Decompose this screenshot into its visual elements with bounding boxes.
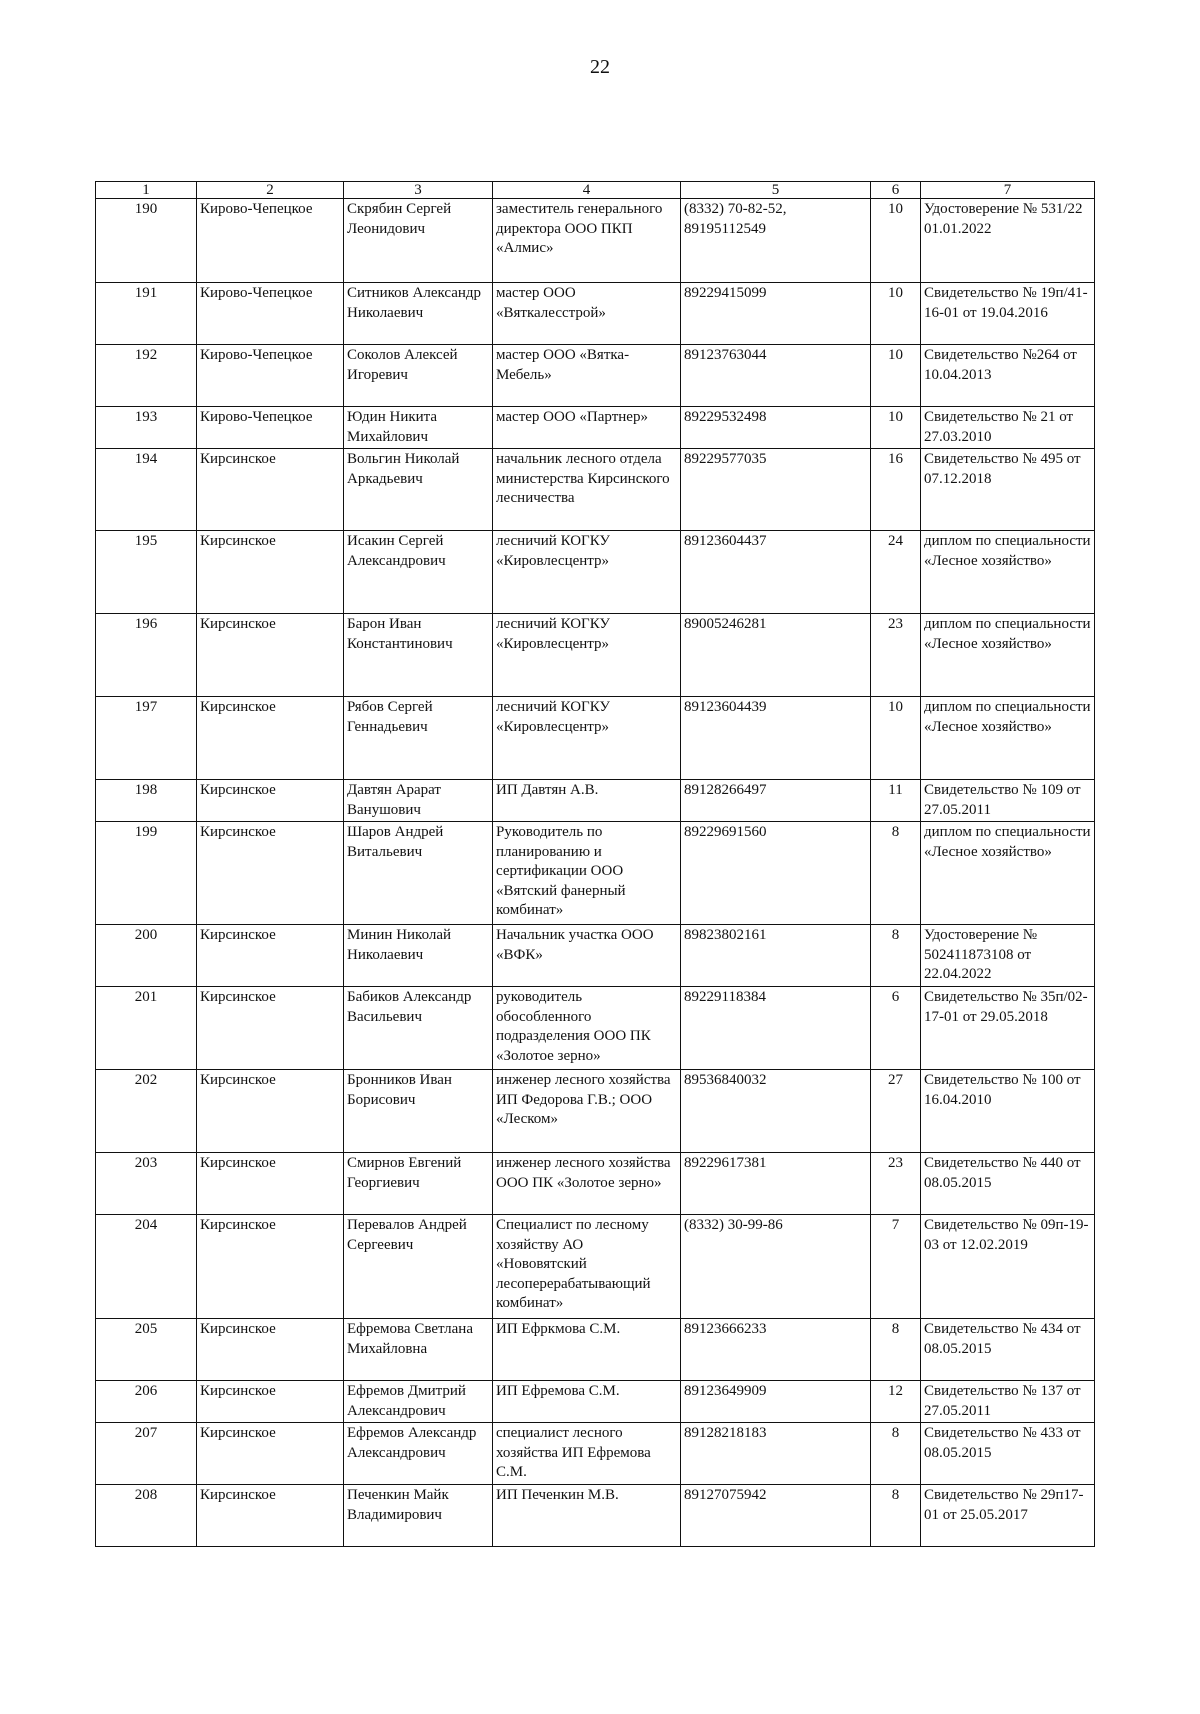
name-cell: Печенкин Майк Владимирович — [344, 1485, 493, 1547]
position-cell: мастер ООО «Вяткалесстрой» — [493, 283, 681, 345]
row-number: 196 — [96, 614, 197, 697]
experience-cell: 10 — [871, 199, 921, 283]
table-row — [96, 1485, 1095, 1547]
table-row — [96, 1423, 1095, 1485]
table-row — [96, 780, 1095, 822]
document-cell: Свидетельство № 495 от 07.12.2018 — [921, 449, 1095, 531]
district-cell: Кирсинское — [197, 1070, 344, 1153]
district-cell: Кирсинское — [197, 614, 344, 697]
phone-cell: (8332) 70-82-52, 89195112549 — [681, 199, 871, 283]
col-header-1: 1 — [96, 182, 197, 199]
experience-cell: 12 — [871, 1381, 921, 1423]
name-cell: Исакин Сергей Александрович — [344, 531, 493, 614]
col-header-3: 3 — [344, 182, 493, 199]
table-row — [96, 1381, 1095, 1423]
district-cell: Кирсинское — [197, 531, 344, 614]
experience-cell: 8 — [871, 822, 921, 925]
experience-cell: 24 — [871, 531, 921, 614]
table-row — [96, 283, 1095, 345]
district-cell: Кирово-Чепецкое — [197, 283, 344, 345]
phone-cell: 89229532498 — [681, 407, 871, 449]
phone-cell: 89128266497 — [681, 780, 871, 822]
phone-cell: 89123649909 — [681, 1381, 871, 1423]
phone-cell: 89123666233 — [681, 1319, 871, 1381]
name-cell: Вольгин Николай Аркадьевич — [344, 449, 493, 531]
phone-cell: 89127075942 — [681, 1485, 871, 1547]
table-row — [96, 1215, 1095, 1319]
district-cell: Кирсинское — [197, 1485, 344, 1547]
document-cell: Свидетельство № 09п-19-03 от 12.02.2019 — [921, 1215, 1095, 1319]
phone-cell: (8332) 30-99-86 — [681, 1215, 871, 1319]
table-row — [96, 531, 1095, 614]
district-cell: Кирсинское — [197, 1153, 344, 1215]
position-cell: руководитель обособленного подразделения ООО ПК «Золотое зерно» — [493, 987, 681, 1070]
experience-cell: 8 — [871, 1485, 921, 1547]
table-row — [96, 345, 1095, 407]
col-header-6: 6 — [871, 182, 921, 199]
district-cell: Кирсинское — [197, 987, 344, 1070]
row-number: 197 — [96, 697, 197, 780]
document-cell: Свидетельство № 109 от 27.05.2011 — [921, 780, 1095, 822]
table-row — [96, 1070, 1095, 1153]
name-cell: Давтян Арарат Ванушович — [344, 780, 493, 822]
experience-cell: 10 — [871, 407, 921, 449]
name-cell: Бабиков Александр Васильевич — [344, 987, 493, 1070]
name-cell: Перевалов Андрей Сергеевич — [344, 1215, 493, 1319]
col-header-7: 7 — [921, 182, 1095, 199]
page-number: 22 — [590, 56, 610, 78]
table-row — [96, 199, 1095, 283]
experience-cell: 11 — [871, 780, 921, 822]
phone-cell: 89536840032 — [681, 1070, 871, 1153]
table-row — [96, 614, 1095, 697]
document-cell: Свидетельство № 19п/41-16-01 от 19.04.2016 — [921, 283, 1095, 345]
document-cell: Свидетельство № 29п17-01 от 25.05.2017 — [921, 1485, 1095, 1547]
experience-cell: 8 — [871, 1423, 921, 1485]
name-cell: Ефремова Светлана Михайловна — [344, 1319, 493, 1381]
row-number: 194 — [96, 449, 197, 531]
name-cell: Минин Николай Николаевич — [344, 925, 493, 987]
position-cell: мастер ООО «Вятка-Мебель» — [493, 345, 681, 407]
position-cell: ИП Ефремова С.М. — [493, 1381, 681, 1423]
name-cell: Ситников Александр Николаевич — [344, 283, 493, 345]
header-row — [96, 182, 1095, 199]
experience-cell: 7 — [871, 1215, 921, 1319]
col-header-5: 5 — [681, 182, 871, 199]
district-cell: Кирсинское — [197, 925, 344, 987]
phone-cell: 89229415099 — [681, 283, 871, 345]
row-number: 192 — [96, 345, 197, 407]
name-cell: Ефремов Александр Александрович — [344, 1423, 493, 1485]
district-cell: Кирово-Чепецкое — [197, 345, 344, 407]
district-cell: Кирсинское — [197, 1423, 344, 1485]
position-cell: лесничий КОГКУ «Кировлесцентр» — [493, 697, 681, 780]
name-cell: Скрябин Сергей Леонидович — [344, 199, 493, 283]
name-cell: Барон Иван Константинович — [344, 614, 493, 697]
district-cell: Кирсинское — [197, 1319, 344, 1381]
position-cell: Руководитель по планированию и сертификации ООО «Вятский фанерный комбинат» — [493, 822, 681, 925]
phone-cell: 89229691560 — [681, 822, 871, 925]
col-header-2: 2 — [197, 182, 344, 199]
row-number: 207 — [96, 1423, 197, 1485]
phone-cell: 89128218183 — [681, 1423, 871, 1485]
document-cell: диплом по специальности «Лесное хозяйство» — [921, 531, 1095, 614]
position-cell: ИП Давтян А.В. — [493, 780, 681, 822]
experience-cell: 8 — [871, 1319, 921, 1381]
document-cell: диплом по специальности «Лесное хозяйство» — [921, 697, 1095, 780]
document-cell: Удостоверение № 531/22 01.01.2022 — [921, 199, 1095, 283]
document-cell: Свидетельство № 440 от 08.05.2015 — [921, 1153, 1095, 1215]
phone-cell: 89123763044 — [681, 345, 871, 407]
district-cell: Кирсинское — [197, 1381, 344, 1423]
document-cell: Свидетельство № 434 от 08.05.2015 — [921, 1319, 1095, 1381]
experience-cell: 6 — [871, 987, 921, 1070]
position-cell: лесничий КОГКУ «Кировлесцентр» — [493, 531, 681, 614]
table-row — [96, 697, 1095, 780]
district-cell: Кирово-Чепецкое — [197, 407, 344, 449]
row-number: 204 — [96, 1215, 197, 1319]
phone-cell: 89005246281 — [681, 614, 871, 697]
row-number: 198 — [96, 780, 197, 822]
position-cell: Начальник участка ООО «ВФК» — [493, 925, 681, 987]
name-cell: Смирнов Евгений Георгиевич — [344, 1153, 493, 1215]
position-cell: инженер лесного хозяйства ИП Федорова Г.В.; ООО «Леском» — [493, 1070, 681, 1153]
row-number: 200 — [96, 925, 197, 987]
position-cell: заместитель генерального директора ООО ПКП «Алмис» — [493, 199, 681, 283]
experience-cell: 23 — [871, 1153, 921, 1215]
position-cell: инженер лесного хозяйства ООО ПК «Золотое зерно» — [493, 1153, 681, 1215]
position-cell: ИП Ефркмова С.М. — [493, 1319, 681, 1381]
position-cell: ИП Печенкин М.В. — [493, 1485, 681, 1547]
name-cell: Юдин Никита Михайлович — [344, 407, 493, 449]
position-cell: мастер ООО «Партнер» — [493, 407, 681, 449]
district-cell: Кирово-Чепецкое — [197, 199, 344, 283]
experience-cell: 23 — [871, 614, 921, 697]
experience-cell: 16 — [871, 449, 921, 531]
phone-cell: 89823802161 — [681, 925, 871, 987]
phone-cell: 89229617381 — [681, 1153, 871, 1215]
table-row — [96, 987, 1095, 1070]
document-cell: Свидетельство № 35п/02-17-01 от 29.05.2018 — [921, 987, 1095, 1070]
document-cell: Свидетельство №264 от 10.04.2013 — [921, 345, 1095, 407]
col-header-4: 4 — [493, 182, 681, 199]
row-number: 206 — [96, 1381, 197, 1423]
experience-cell: 8 — [871, 925, 921, 987]
position-cell: начальник лесного отдела министерства Кирсинского лесничества — [493, 449, 681, 531]
district-cell: Кирсинское — [197, 449, 344, 531]
registry-table — [95, 181, 1095, 1547]
name-cell: Рябов Сергей Геннадьевич — [344, 697, 493, 780]
experience-cell: 27 — [871, 1070, 921, 1153]
district-cell: Кирсинское — [197, 1215, 344, 1319]
row-number: 195 — [96, 531, 197, 614]
row-number: 203 — [96, 1153, 197, 1215]
experience-cell: 10 — [871, 283, 921, 345]
document-cell: Удостоверение № 502411873108 от 22.04.2022 — [921, 925, 1095, 987]
phone-cell: 89229118384 — [681, 987, 871, 1070]
position-cell: Специалист по лесному хозяйству АО «Нововятский лесоперерабатывающий комбинат» — [493, 1215, 681, 1319]
table-row — [96, 449, 1095, 531]
phone-cell: 89123604439 — [681, 697, 871, 780]
document-cell: Свидетельство № 433 от 08.05.2015 — [921, 1423, 1095, 1485]
row-number: 190 — [96, 199, 197, 283]
position-cell: специалист лесного хозяйства ИП Ефремова С.М. — [493, 1423, 681, 1485]
row-number: 201 — [96, 987, 197, 1070]
row-number: 191 — [96, 283, 197, 345]
row-number: 202 — [96, 1070, 197, 1153]
document-cell: Свидетельство № 137 от 27.05.2011 — [921, 1381, 1095, 1423]
name-cell: Бронников Иван Борисович — [344, 1070, 493, 1153]
table-row — [96, 1153, 1095, 1215]
phone-cell: 89229577035 — [681, 449, 871, 531]
document-cell: Свидетельство № 21 от 27.03.2010 — [921, 407, 1095, 449]
document-cell: диплом по специальности «Лесное хозяйство» — [921, 614, 1095, 697]
document-cell: диплом по специальности «Лесное хозяйство» — [921, 822, 1095, 925]
row-number: 199 — [96, 822, 197, 925]
district-cell: Кирсинское — [197, 822, 344, 925]
row-number: 193 — [96, 407, 197, 449]
row-number: 205 — [96, 1319, 197, 1381]
table-row — [96, 925, 1095, 987]
table-row — [96, 1319, 1095, 1381]
table-row — [96, 407, 1095, 449]
position-cell: лесничий КОГКУ «Кировлесцентр» — [493, 614, 681, 697]
district-cell: Кирсинское — [197, 780, 344, 822]
district-cell: Кирсинское — [197, 697, 344, 780]
name-cell: Ефремов Дмитрий Александрович — [344, 1381, 493, 1423]
experience-cell: 10 — [871, 697, 921, 780]
document-cell: Свидетельство № 100 от 16.04.2010 — [921, 1070, 1095, 1153]
name-cell: Соколов Алексей Игоревич — [344, 345, 493, 407]
phone-cell: 89123604437 — [681, 531, 871, 614]
name-cell: Шаров Андрей Витальевич — [344, 822, 493, 925]
experience-cell: 10 — [871, 345, 921, 407]
table-row — [96, 822, 1095, 925]
row-number: 208 — [96, 1485, 197, 1547]
